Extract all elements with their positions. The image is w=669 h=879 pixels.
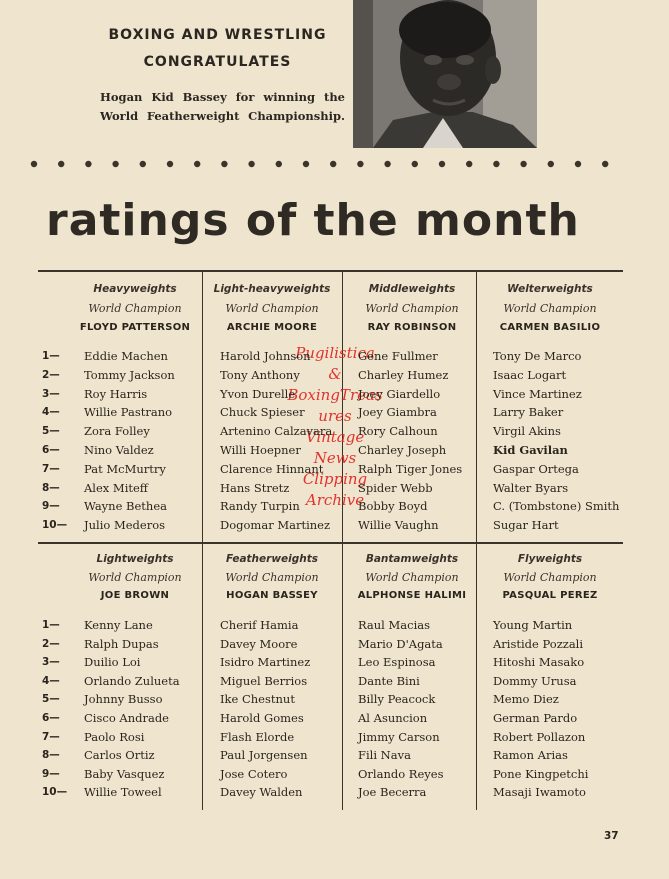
ranked-fighter: Kenny Lane <box>84 618 153 632</box>
ranked-fighter: Larry Baker <box>493 405 564 420</box>
rank-number: 6— <box>42 712 60 724</box>
rank-number: 9— <box>42 500 60 513</box>
world-champion-label: World Champion <box>88 571 182 584</box>
ranked-fighter: Carlos Ortiz <box>84 748 155 763</box>
ranked-fighter: Charley Humez <box>358 367 449 382</box>
ranked-fighter: Billy Peacock <box>358 692 436 707</box>
rank-number: 2— <box>42 637 60 650</box>
ranked-fighter: Roy Harris <box>84 386 148 401</box>
world-champion-label: World Champion <box>225 302 319 315</box>
champion-name: FLOYD PATTERSON <box>79 322 191 333</box>
world-champion-label: World Champion <box>365 302 459 315</box>
ranked-fighter: Randy Turpin <box>220 499 300 514</box>
rank-number: 10— <box>42 519 68 532</box>
ranked-fighter: Orlando Zulueta <box>84 673 180 688</box>
ranked-fighter: Dommy Urusa <box>493 673 577 688</box>
world-champion-label: World Champion <box>225 571 319 584</box>
ranked-fighter: Isidro Martinez <box>220 655 311 670</box>
ranked-fighter: Hans Stretz <box>220 480 290 495</box>
ranked-fighter: Duilio Loi <box>84 655 141 670</box>
ranked-fighter: Miguel Berrios <box>220 673 308 688</box>
ranked-fighter: Ramon Arias <box>493 748 568 763</box>
ranked-fighter: Tony Anthony <box>220 367 300 382</box>
ranked-fighter: Joey Giambra <box>358 405 437 420</box>
header-title-line2: CONGRATULATES <box>143 54 292 70</box>
ranked-fighter: Julio Mederos <box>84 518 166 533</box>
rank-number: 2— <box>42 368 60 381</box>
ranked-fighter: Masaji Iwamoto <box>493 785 586 800</box>
division-heading-featherweights: Featherweights <box>225 553 319 565</box>
ranked-fighter: Paul Jorgensen <box>220 748 308 763</box>
ranked-fighter: Ralph Tiger Jones <box>358 461 463 476</box>
ranked-fighter: Walter Byars <box>493 480 569 495</box>
ranked-fighter: Gaspar Ortega <box>493 461 579 476</box>
ranked-fighter: C. (Tombstone) Smith <box>493 499 620 514</box>
ranked-fighter: Willi Hoepner <box>220 443 301 457</box>
watermark-line: News <box>313 449 357 467</box>
ranked-fighter: Leo Espinosa <box>358 655 436 670</box>
ranked-fighter: Rory Calhoun <box>358 424 438 439</box>
rank-number: 7— <box>42 462 60 475</box>
header-title-line1: BOXING AND WRESTLING <box>108 27 327 43</box>
ranked-fighter: Nino Valdez <box>84 443 154 457</box>
ranked-fighter: Harold Gomes <box>220 711 304 725</box>
ranked-fighter: Ralph Dupas <box>84 636 159 651</box>
rank-number: 3— <box>42 387 60 400</box>
watermark-line: Archive <box>305 491 365 509</box>
ranked-fighter: Robert Pollazon <box>493 729 586 744</box>
division-heading-flyweights: Flyweights <box>517 553 583 565</box>
ranked-fighter: Willie Toweel <box>84 785 162 800</box>
ranked-fighter: Dogomar Martinez <box>220 518 331 533</box>
ranked-fighter: Dante Bini <box>358 673 420 688</box>
rank-number: 1— <box>42 350 60 362</box>
ranked-fighter: Virgil Akins <box>493 424 561 439</box>
ranked-fighter: Cherif Hamia <box>220 618 299 632</box>
rank-number: 8— <box>42 749 60 762</box>
ranked-fighter: Hitoshi Masako <box>493 655 585 670</box>
watermark-line: BoxingTreas <box>287 386 383 404</box>
ranked-fighter: Artenino Calzavara <box>220 424 333 439</box>
division-heading-light-heavyweights: Light-heavyweights <box>213 283 331 295</box>
ranked-fighter: Gene Fullmer <box>358 349 438 363</box>
world-champion-label: World Champion <box>365 571 459 584</box>
table-middle-rule <box>38 542 623 544</box>
ranked-fighter: Orlando Reyes <box>358 766 444 781</box>
rank-number: 3— <box>42 656 60 669</box>
ranked-fighter: Young Martin <box>493 618 573 632</box>
watermark-line: ures <box>318 407 352 425</box>
ranked-fighter: Davey Moore <box>220 636 298 651</box>
ranked-fighter: Mario D'Agata <box>358 636 443 651</box>
rank-number: 4— <box>42 406 60 419</box>
ranked-fighter: Joey Giardello <box>358 386 441 401</box>
ranked-fighter: Tommy Jackson <box>84 367 175 382</box>
ranked-fighter: Jose Cotero <box>220 766 288 781</box>
ranked-fighter: Baby Vasquez <box>84 766 165 781</box>
champion-name: CARMEN BASILIO <box>499 322 601 333</box>
division-heading-bantamweights: Bantamweights <box>365 553 459 565</box>
table-top-rule <box>38 270 623 272</box>
division-heading-middleweights: Middleweights <box>368 283 456 295</box>
page-title: ratings of the month <box>46 195 580 246</box>
ranked-fighter: Joe Becerra <box>358 785 427 800</box>
rank-number: 7— <box>42 730 60 743</box>
ranked-fighter: Spider Webb <box>358 480 433 495</box>
ranked-fighter: German Pardo <box>493 711 578 725</box>
ranked-fighter: Sugar Hart <box>493 518 559 533</box>
watermark-line: Vintage <box>305 428 365 446</box>
ranked-fighter: Jimmy Carson <box>358 729 440 744</box>
ranked-fighter: Vince Martinez <box>493 386 582 401</box>
ranked-fighter: Kid Gavilan <box>493 443 568 457</box>
rank-number: 9— <box>42 767 60 780</box>
ranked-fighter: Willie Vaughn <box>358 518 439 533</box>
ranked-fighter: Pone Kingpetchi <box>493 766 589 781</box>
column-divider-3 <box>476 271 477 810</box>
rank-number: 10— <box>42 786 68 799</box>
ranked-fighter: Charley Joseph <box>358 443 447 457</box>
division-heading-heavyweights: Heavyweights <box>93 283 177 295</box>
ranked-fighter: Clarence Hinnant <box>220 461 324 476</box>
ranked-fighter: Aristide Pozzali <box>493 636 584 651</box>
watermark-line: Clipping <box>302 470 368 488</box>
ranked-fighter: Chuck Spieser <box>220 405 305 420</box>
rank-number: 1— <box>42 619 60 631</box>
ranked-fighter: Memo Diez <box>493 692 559 707</box>
ranked-fighter: Eddie Machen <box>84 349 168 363</box>
ranked-fighter: Willie Pastrano <box>84 405 173 420</box>
champion-name: PASQUAL PEREZ <box>502 590 598 601</box>
rank-number: 4— <box>42 674 60 687</box>
world-champion-label: World Champion <box>88 302 182 315</box>
ranked-fighter: Alex Miteff <box>84 480 148 495</box>
ranked-fighter: Zora Folley <box>84 424 150 439</box>
world-champion-label: World Champion <box>503 571 597 584</box>
world-champion-label: World Champion <box>503 302 597 315</box>
ranked-fighter: Cisco Andrade <box>84 711 169 725</box>
ranked-fighter: Pat McMurtry <box>84 461 166 476</box>
ranked-fighter: Paolo Rosi <box>84 729 145 744</box>
rank-number: 8— <box>42 481 60 494</box>
watermark-line: & <box>328 365 342 383</box>
champion-name: ALPHONSE HALIMI <box>357 590 467 601</box>
watermark-line: Pugilistica <box>295 344 375 362</box>
division-heading-lightweights: Lightweights <box>96 553 174 565</box>
rank-number: 5— <box>42 693 60 706</box>
ranked-fighter: Johnny Busso <box>84 692 163 707</box>
header-body-text: Hogan Kid Bassey for winning the World Featherweight Championship. <box>100 90 345 123</box>
ranked-fighter: Raul Macias <box>358 618 431 632</box>
ranked-fighter: Ike Chestnut <box>220 692 295 707</box>
champion-name: ARCHIE MOORE <box>226 322 318 333</box>
ranked-fighter: Wayne Bethea <box>84 499 167 514</box>
boxer-portrait-photo <box>353 0 537 148</box>
ranked-fighter: Fili Nava <box>358 748 411 763</box>
dotted-divider <box>26 159 646 169</box>
ranked-fighter: Yvon Durelle <box>220 386 296 401</box>
page-number: 37 <box>604 830 619 842</box>
ranked-fighter: Davey Walden <box>220 785 303 800</box>
division-heading-welterweights: Welterweights <box>507 283 593 295</box>
ranked-fighter: Flash Elorde <box>220 729 295 744</box>
ranked-fighter: Bobby Boyd <box>358 499 428 514</box>
ranked-fighter: Tony De Marco <box>493 349 582 363</box>
champion-name: HOGAN BASSEY <box>226 590 318 601</box>
ranked-fighter: Harold Johnson <box>220 349 311 363</box>
champion-name: RAY ROBINSON <box>367 322 457 333</box>
column-divider-1 <box>202 271 203 810</box>
rank-number: 5— <box>42 425 60 438</box>
ranked-fighter: Isaac Logart <box>493 367 567 382</box>
champion-name: JOE BROWN <box>100 590 170 601</box>
ranked-fighter: Al Asuncion <box>358 711 428 725</box>
rank-number: 6— <box>42 444 60 456</box>
